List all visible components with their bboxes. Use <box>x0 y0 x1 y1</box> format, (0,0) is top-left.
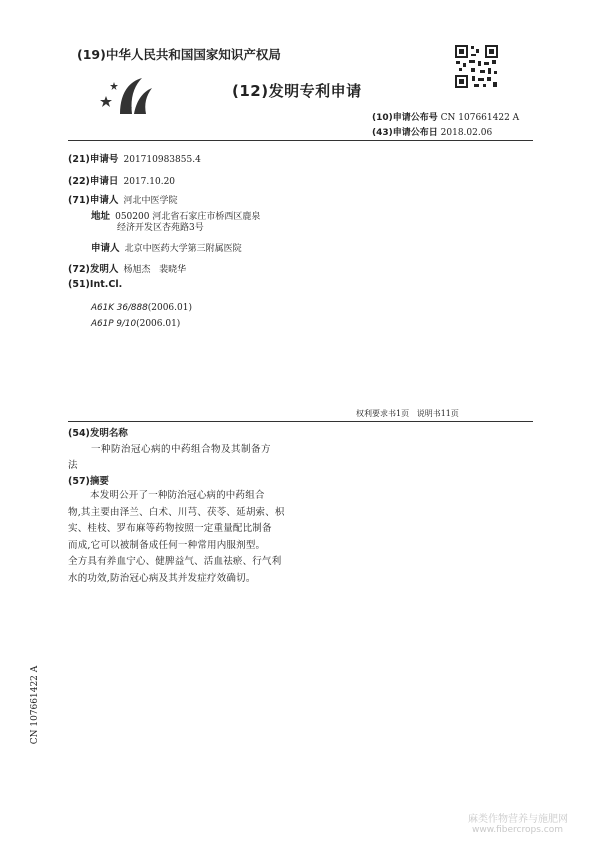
applicant2-label: 申请人 <box>91 243 120 254</box>
watermark-title: 麻类作物营养与施肥网 <box>468 814 568 825</box>
invention-title-line-1: 一种防治冠心病的中药组合物及其制备方 <box>91 444 272 455</box>
application-number-row <box>68 147 201 166</box>
abstract-line: 本发明公开了一种防治冠心病的中药组合 <box>90 490 265 501</box>
application-date: 2017.10.20 <box>123 177 176 187</box>
inventor-row <box>68 257 186 276</box>
application-number-label: (21)申请号 <box>68 154 119 165</box>
ipc-row-2 <box>91 311 180 330</box>
qr-code-icon <box>454 44 499 89</box>
application-date-row <box>68 169 175 188</box>
sipo-emblem-icon <box>98 74 156 120</box>
inventor-label: (72)发明人 <box>68 264 119 275</box>
office-name: (19)中华人民共和国国家知识产权局 <box>77 47 281 62</box>
publication-number-label: (10)申请公布号 <box>372 113 438 123</box>
address-line-1: 050200 河北省石家庄市桥西区鹿泉 <box>115 212 261 222</box>
section-divider <box>68 421 533 422</box>
watermark-url: www.fibercrops.com <box>472 825 563 835</box>
applicant2-row <box>91 236 242 255</box>
application-number: 201710983855.4 <box>123 155 201 165</box>
ipc-version-1: (2006.01) <box>147 303 192 313</box>
abstract-line: 水的功效,防治冠心病及其并发症疗效确切。 <box>68 572 256 584</box>
inventors: 杨旭杰 裴晓华 <box>123 265 187 275</box>
abstract-line: 物,其主要由泽兰、白术、川芎、茯苓、延胡索、枳 <box>68 506 285 518</box>
applicant: 河北中医学院 <box>123 196 178 206</box>
ipc-label: (51)Int.Cl. <box>68 279 123 290</box>
side-publication-code: CN 107661422 A <box>30 665 40 745</box>
publication-date: 2018.02.06 <box>440 128 493 138</box>
publication-date-row <box>372 125 492 138</box>
abstract-line: 实、桂枝、罗布麻等药物按照一定重量配比制备 <box>68 523 272 534</box>
applicant2: 北京中医药大学第三附属医院 <box>124 244 242 254</box>
header-divider <box>68 140 533 141</box>
invention-title-label: (54)发明名称 <box>68 428 128 439</box>
abstract-line: 而成,它可以被制备成任何一种常用内服剂型。 <box>68 539 266 551</box>
abstract-line: 全方具有养血宁心、健脾益气、活血祛瘀、行气利 <box>68 556 282 567</box>
publication-date-label: (43)申请公布日 <box>372 128 438 138</box>
publication-number-row <box>372 110 519 123</box>
invention-title-line-2: 法 <box>68 460 78 471</box>
application-date-label: (22)申请日 <box>68 176 119 187</box>
ipc-version-2: (2006.01) <box>136 319 181 329</box>
document-kind: (12)发明专利申请 <box>232 82 362 100</box>
abstract-label: (57)摘要 <box>68 476 109 487</box>
abstract-text <box>68 488 308 587</box>
address-line-2: 经济开发区杏苑路3号 <box>117 223 204 233</box>
publication-number: CN 107661422 A <box>440 113 520 123</box>
ipc-code-1: A61K 36/888 <box>91 303 148 313</box>
pages-note: 权利要求书1页 说明书11页 <box>356 409 459 418</box>
address-label: 地址 <box>91 211 111 222</box>
applicant-label: (71)申请人 <box>68 195 119 206</box>
ipc-code-2: A61P 9/10 <box>91 319 137 329</box>
